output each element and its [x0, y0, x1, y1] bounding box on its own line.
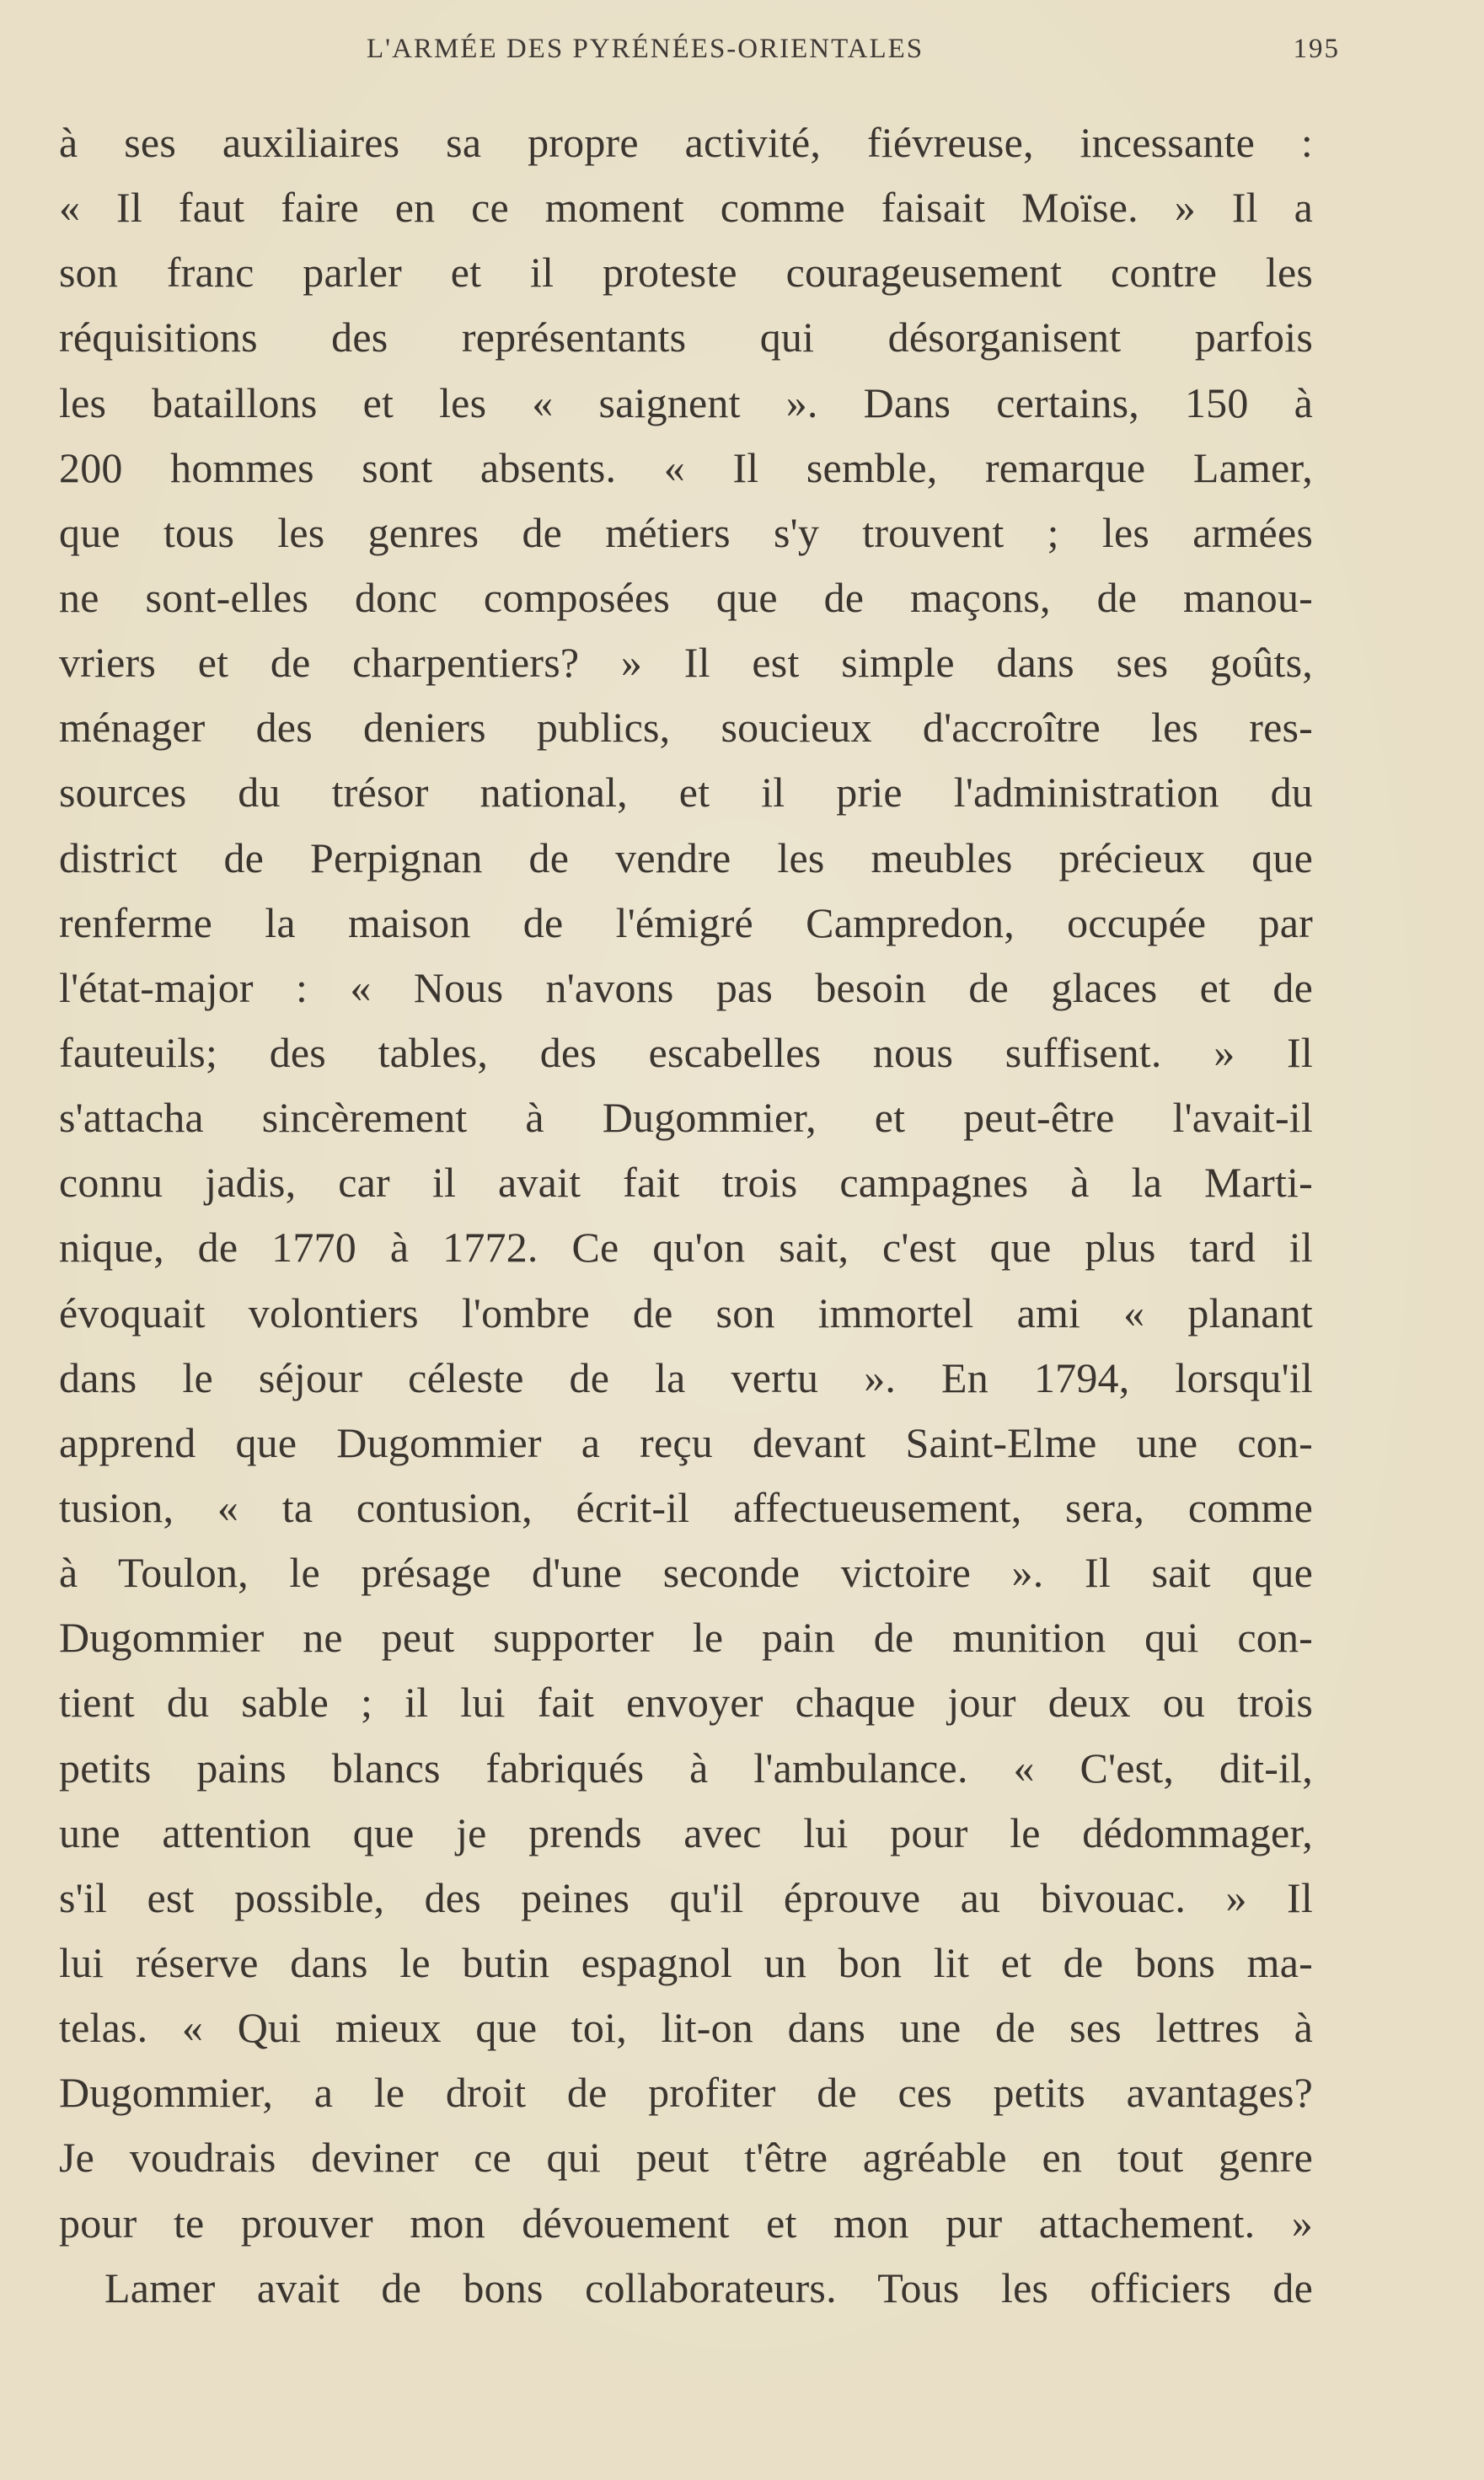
text-line: les bataillons et les « saignent ». Dans certains, 150 à: [59, 378, 1313, 426]
running-head: [51, 34, 1340, 76]
text-line: évoquait volontiers l'ombre de son immortel ami « planant: [59, 1288, 1313, 1336]
text-line: s'attacha sincèrement à Dugommier, et peut-être l'avait-il: [59, 1094, 1313, 1142]
text-line: connu jadis, car il avait fait trois campagnes à la Marti-: [59, 1159, 1313, 1207]
text-line: Dugommier ne peut supporter le pain de munition qui con-: [59, 1614, 1313, 1662]
running-title: L'ARMÉE DES PYRÉNÉES-ORIENTALES: [367, 34, 924, 64]
text-line: renferme la maison de l'émigré Campredon, occupée par: [59, 898, 1313, 946]
page-number: 195: [1293, 34, 1340, 64]
text-line: petits pains blancs fabriqués à l'ambulance. « C'est, dit-il,: [59, 1743, 1313, 1792]
text-line: dans le séjour céleste de la vertu ». En 1794, lorsqu'il: [59, 1353, 1313, 1401]
text-line: « Il faut faire en ce moment comme faisait Moïse. » Il a: [59, 184, 1313, 232]
text-line: son franc parler et il proteste courageusement contre les: [59, 249, 1313, 297]
body-text: [59, 110, 1313, 2321]
text-line: Je voudrais deviner ce qui peut t'être agréable en tout genre: [59, 2134, 1313, 2182]
text-line: fauteuils; des tables, des escabelles nous suffisent. » Il: [59, 1028, 1313, 1076]
text-line: ménager des deniers publics, soucieux d'accroître les res-: [59, 704, 1313, 752]
text-line: Dugommier, a le droit de profiter de ces petits avantages?: [59, 2069, 1313, 2117]
text-line: tusion, « ta contusion, écrit-il affectueusement, sera, comme: [59, 1483, 1313, 1531]
text-line: Lamer avait de bons collaborateurs. Tous les officiers de: [104, 2263, 1313, 2311]
text-line: vriers et de charpentiers? » Il est simple dans ses goûts,: [59, 639, 1313, 687]
text-line: telas. « Qui mieux que toi, lit-on dans une de ses lettres à: [59, 2004, 1313, 2052]
text-line: nique, de 1770 à 1772. Ce qu'on sait, c'est que plus tard il: [59, 1224, 1313, 1272]
text-line: 200 hommes sont absents. « Il semble, remarque Lamer,: [59, 443, 1313, 491]
text-line: à Toulon, le présage d'une seconde victoire ». Il sait que: [59, 1549, 1313, 1597]
text-line: s'il est possible, des peines qu'il éprouve au bivouac. » Il: [59, 1873, 1313, 1921]
text-line: que tous les genres de métiers s'y trouvent ; les armées: [59, 508, 1313, 556]
text-line: pour te prouver mon dévouement et mon pur attachement. »: [59, 2199, 1313, 2247]
text-line: tient du sable ; il lui fait envoyer chaque jour deux ou trois: [59, 1679, 1313, 1727]
text-line: une attention que je prends avec lui pour le dédommager,: [59, 1808, 1313, 1856]
text-line: ne sont-elles donc composées que de maçons, de manou-: [59, 573, 1313, 621]
text-line: apprend que Dugommier a reçu devant Saint-Elme une con-: [59, 1418, 1313, 1466]
text-line: district de Perpignan de vendre les meubles précieux que: [59, 833, 1313, 881]
text-line: à ses auxiliaires sa propre activité, fiévreuse, incessante :: [59, 119, 1313, 166]
text-line: réquisitions des représentants qui désorganisent parfois: [59, 313, 1313, 362]
text-line: lui réserve dans le butin espagnol un bon lit et de bons ma-: [59, 1938, 1313, 1986]
text-line: l'état-major : « Nous n'avons pas besoin de glaces et de: [59, 963, 1313, 1011]
text-line: sources du trésor national, et il prie l'administration du: [59, 769, 1313, 817]
